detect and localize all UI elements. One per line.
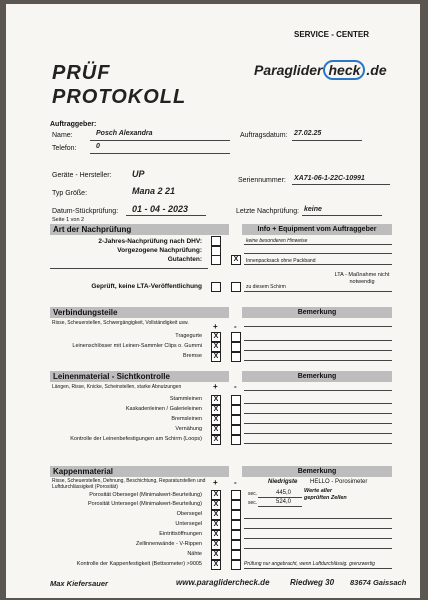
porosimeter-label: HELLO - Porosimeter: [310, 479, 368, 485]
connections-check-2[interactable]: X: [211, 352, 221, 362]
canopy-minus-box-1[interactable]: [231, 500, 241, 510]
footer-website[interactable]: www.paraglidercheck.de: [176, 578, 270, 587]
canopy-minus-box-4[interactable]: [231, 530, 241, 540]
lines-minus-box-2[interactable]: [231, 415, 241, 425]
logo-text-b: heck: [328, 62, 361, 78]
lines-check-4[interactable]: X: [211, 435, 221, 445]
lines-minus-box-4[interactable]: [231, 435, 241, 445]
canopy-minus-box-6[interactable]: [231, 550, 241, 560]
lines-minus-box-0[interactable]: [231, 395, 241, 405]
order-date-value: 27.02.25: [294, 130, 322, 137]
lines-check-0[interactable]: X: [211, 395, 221, 405]
connections-subtitle: Risse, Scheuerstellen, Schwergängigkeit, Vollständigkeit usw.: [52, 320, 189, 326]
sec-label-1: sec.: [248, 491, 258, 497]
checkbox-no-lta-2[interactable]: [231, 282, 241, 292]
logo-text-c: .de: [366, 62, 387, 78]
connections-check-0[interactable]: X: [211, 332, 221, 342]
name-value: Posch Alexandra: [96, 130, 153, 137]
canopy-subtitle: Risse, Scheuerstellen, Dehnung, Beschichtung, Reparaturstellen und Luftdurchlässigkeit (Porosität): [52, 478, 206, 490]
lines-minus-box-1[interactable]: [231, 405, 241, 415]
phone-value: 0: [96, 143, 100, 150]
canopy-item-4: Eintrittsöffnungen: [159, 531, 202, 537]
canopy-minus-box-7[interactable]: [231, 560, 241, 570]
title-line-1: PRÜF: [52, 62, 111, 84]
canopy-check-0[interactable]: X: [211, 490, 221, 500]
piece-test-date-value: 01 - 04 - 2023: [132, 204, 189, 214]
page-indicator: Seite 1 von 2: [52, 217, 85, 223]
canopy-check-5[interactable]: X: [211, 540, 221, 550]
porosity-lowest-label: Niedrigste: [268, 479, 298, 485]
canopy-item-3: Untersegel: [175, 521, 202, 527]
info-line-1: keine besonderen Hinweise: [246, 238, 308, 244]
client-section-label: Auftraggeber:: [50, 121, 97, 128]
lines-item-2: Bremsleinen: [171, 416, 202, 422]
connections-minus-box-2[interactable]: [231, 352, 241, 362]
porosity-note: Werte aller geprüften Zellen: [304, 488, 347, 501]
canopy-check-7[interactable]: X: [211, 560, 221, 570]
inspection-row-expertise: Gutachten:: [167, 256, 202, 263]
canopy-check-1[interactable]: X: [211, 500, 221, 510]
canopy-item-0: Porosität Obersegel (Minimalwert-Beurteilung): [89, 492, 202, 498]
inspection-row-2year: 2-Jahres-Nachprüfung nach DHV:: [98, 238, 202, 245]
lines-minus: -: [234, 382, 237, 391]
sec-label-2: sec.: [248, 500, 258, 506]
info-line-2: Innenpacksack ohne Packband: [246, 258, 316, 264]
connections-minus-box-0[interactable]: [231, 332, 241, 342]
name-label: Name:: [52, 132, 73, 139]
connections-header: Verbindungsteile: [50, 307, 229, 318]
service-center-label: SERVICE - CENTER: [294, 30, 369, 39]
lines-item-0: Stammleinen: [169, 396, 202, 402]
lines-item-3: Vernähung: [175, 426, 202, 432]
type-label: Typ Größe:: [52, 190, 88, 197]
serial-label: Seriennummer:: [238, 177, 286, 184]
canopy-minus-box-5[interactable]: [231, 540, 241, 550]
title-line-2: PROTOKOLL: [52, 86, 187, 108]
canopy-item-2: Obersegel: [176, 511, 202, 517]
canopy-header: Kappenmaterial: [50, 466, 229, 477]
checkbox-no-lta[interactable]: [211, 282, 221, 292]
footer-street: Riedweg 30: [290, 578, 335, 587]
canopy-plus: +: [213, 478, 218, 487]
canopy-item-5: Zellinnenwände - V-Rippen: [135, 541, 202, 547]
footer-name: Max Kiefersauer: [50, 579, 108, 588]
info-equipment-header: Info + Equipment vom Auftraggeber: [242, 224, 392, 235]
canopy-footer-note: Prüfung nur angebracht, wenn Luftdurchlässig. grenzwertig: [244, 561, 375, 567]
inspection-row-early: Vorgezogene Nachprüfung:: [117, 247, 202, 254]
logo-text-a: Paraglider: [254, 62, 323, 78]
last-check-value: keine: [304, 206, 322, 213]
canopy-minus-box-3[interactable]: [231, 520, 241, 530]
lines-check-2[interactable]: X: [211, 415, 221, 425]
info-line-3: zu diesem Schirm: [246, 284, 286, 290]
connections-plus: +: [213, 322, 218, 331]
lines-plus: +: [213, 382, 218, 391]
connections-item-1: Leinenschlösser mit Leinen-Sammler Clips o. Gummi: [72, 343, 202, 349]
lines-item-1: Kaskadenleinen / Galerieleinen: [125, 406, 202, 412]
connections-item-2: Bremse: [183, 353, 202, 359]
connections-item-0: Tragegurte: [175, 333, 202, 339]
type-value: Mana 2 21: [132, 186, 176, 196]
lines-check-3[interactable]: X: [211, 425, 221, 435]
canopy-check-4[interactable]: X: [211, 530, 221, 540]
canopy-minus-box-0[interactable]: [231, 490, 241, 500]
canopy-check-3[interactable]: X: [211, 520, 221, 530]
canopy-item-7: Kontrolle der Kappenfestigkeit (Bettsometer) >9005: [76, 561, 202, 567]
connections-check-1[interactable]: X: [211, 342, 221, 352]
lines-check-1[interactable]: X: [211, 405, 221, 415]
protocol-sheet: [6, 4, 420, 598]
checkbox-info-equipment[interactable]: X: [231, 255, 241, 265]
lines-remark-header: Bemerkung: [242, 371, 392, 382]
maker-value: UP: [132, 169, 145, 179]
inspection-type-header: Art der Nachprüfung: [50, 224, 229, 235]
phone-label: Telefon:: [52, 145, 77, 152]
info-line-4: LTA - Maßnahme nicht notwendig: [334, 272, 390, 285]
connections-minus: -: [234, 322, 237, 331]
footer-city: 83674 Gaissach: [350, 578, 407, 587]
canopy-item-6: Nähte: [187, 551, 202, 557]
lines-minus-box-3[interactable]: [231, 425, 241, 435]
lines-subtitle: Längen, Risse, Knicke, Scheinstellen, starke Abnutzungen: [52, 384, 182, 390]
paraglidercheck-logo: [254, 60, 419, 84]
piece-test-date-label: Datum-Stückprüfung:: [52, 208, 119, 215]
connections-minus-box-1[interactable]: [231, 342, 241, 352]
canopy-check-6[interactable]: X: [211, 550, 221, 560]
canopy-minus: -: [234, 478, 237, 487]
serial-value: XA71-06-1-22C-10991: [294, 175, 365, 182]
connections-remark-header: Bemerkung: [242, 307, 392, 318]
order-date-label: Auftragsdatum:: [240, 132, 288, 139]
checkbox-expertise[interactable]: [211, 255, 221, 265]
canopy-remark-header: Bemerkung: [242, 466, 392, 477]
lines-item-4: Kontrolle der Leinenbefestigungen am Schirm (Loops): [70, 436, 202, 442]
inspection-row-no-lta: Geprüft, keine LTA-Veröffentlichung: [91, 283, 202, 290]
porosity-bottom-value: 524,0: [276, 499, 292, 505]
checkbox-2year[interactable]: [211, 236, 221, 246]
logo-check-swoosh: [323, 60, 365, 80]
maker-label: Geräte - Hersteller:: [52, 172, 112, 179]
porosity-top-value: 445,0: [276, 490, 292, 496]
canopy-check-2[interactable]: X: [211, 510, 221, 520]
canopy-item-1: Porosität Untersegel (Minimalwert-Beurteilung): [87, 501, 202, 507]
lines-header: Leinenmaterial - Sichtkontrolle: [50, 371, 229, 382]
last-check-label: Letzte Nachprüfung:: [236, 208, 300, 215]
canopy-minus-box-2[interactable]: [231, 510, 241, 520]
